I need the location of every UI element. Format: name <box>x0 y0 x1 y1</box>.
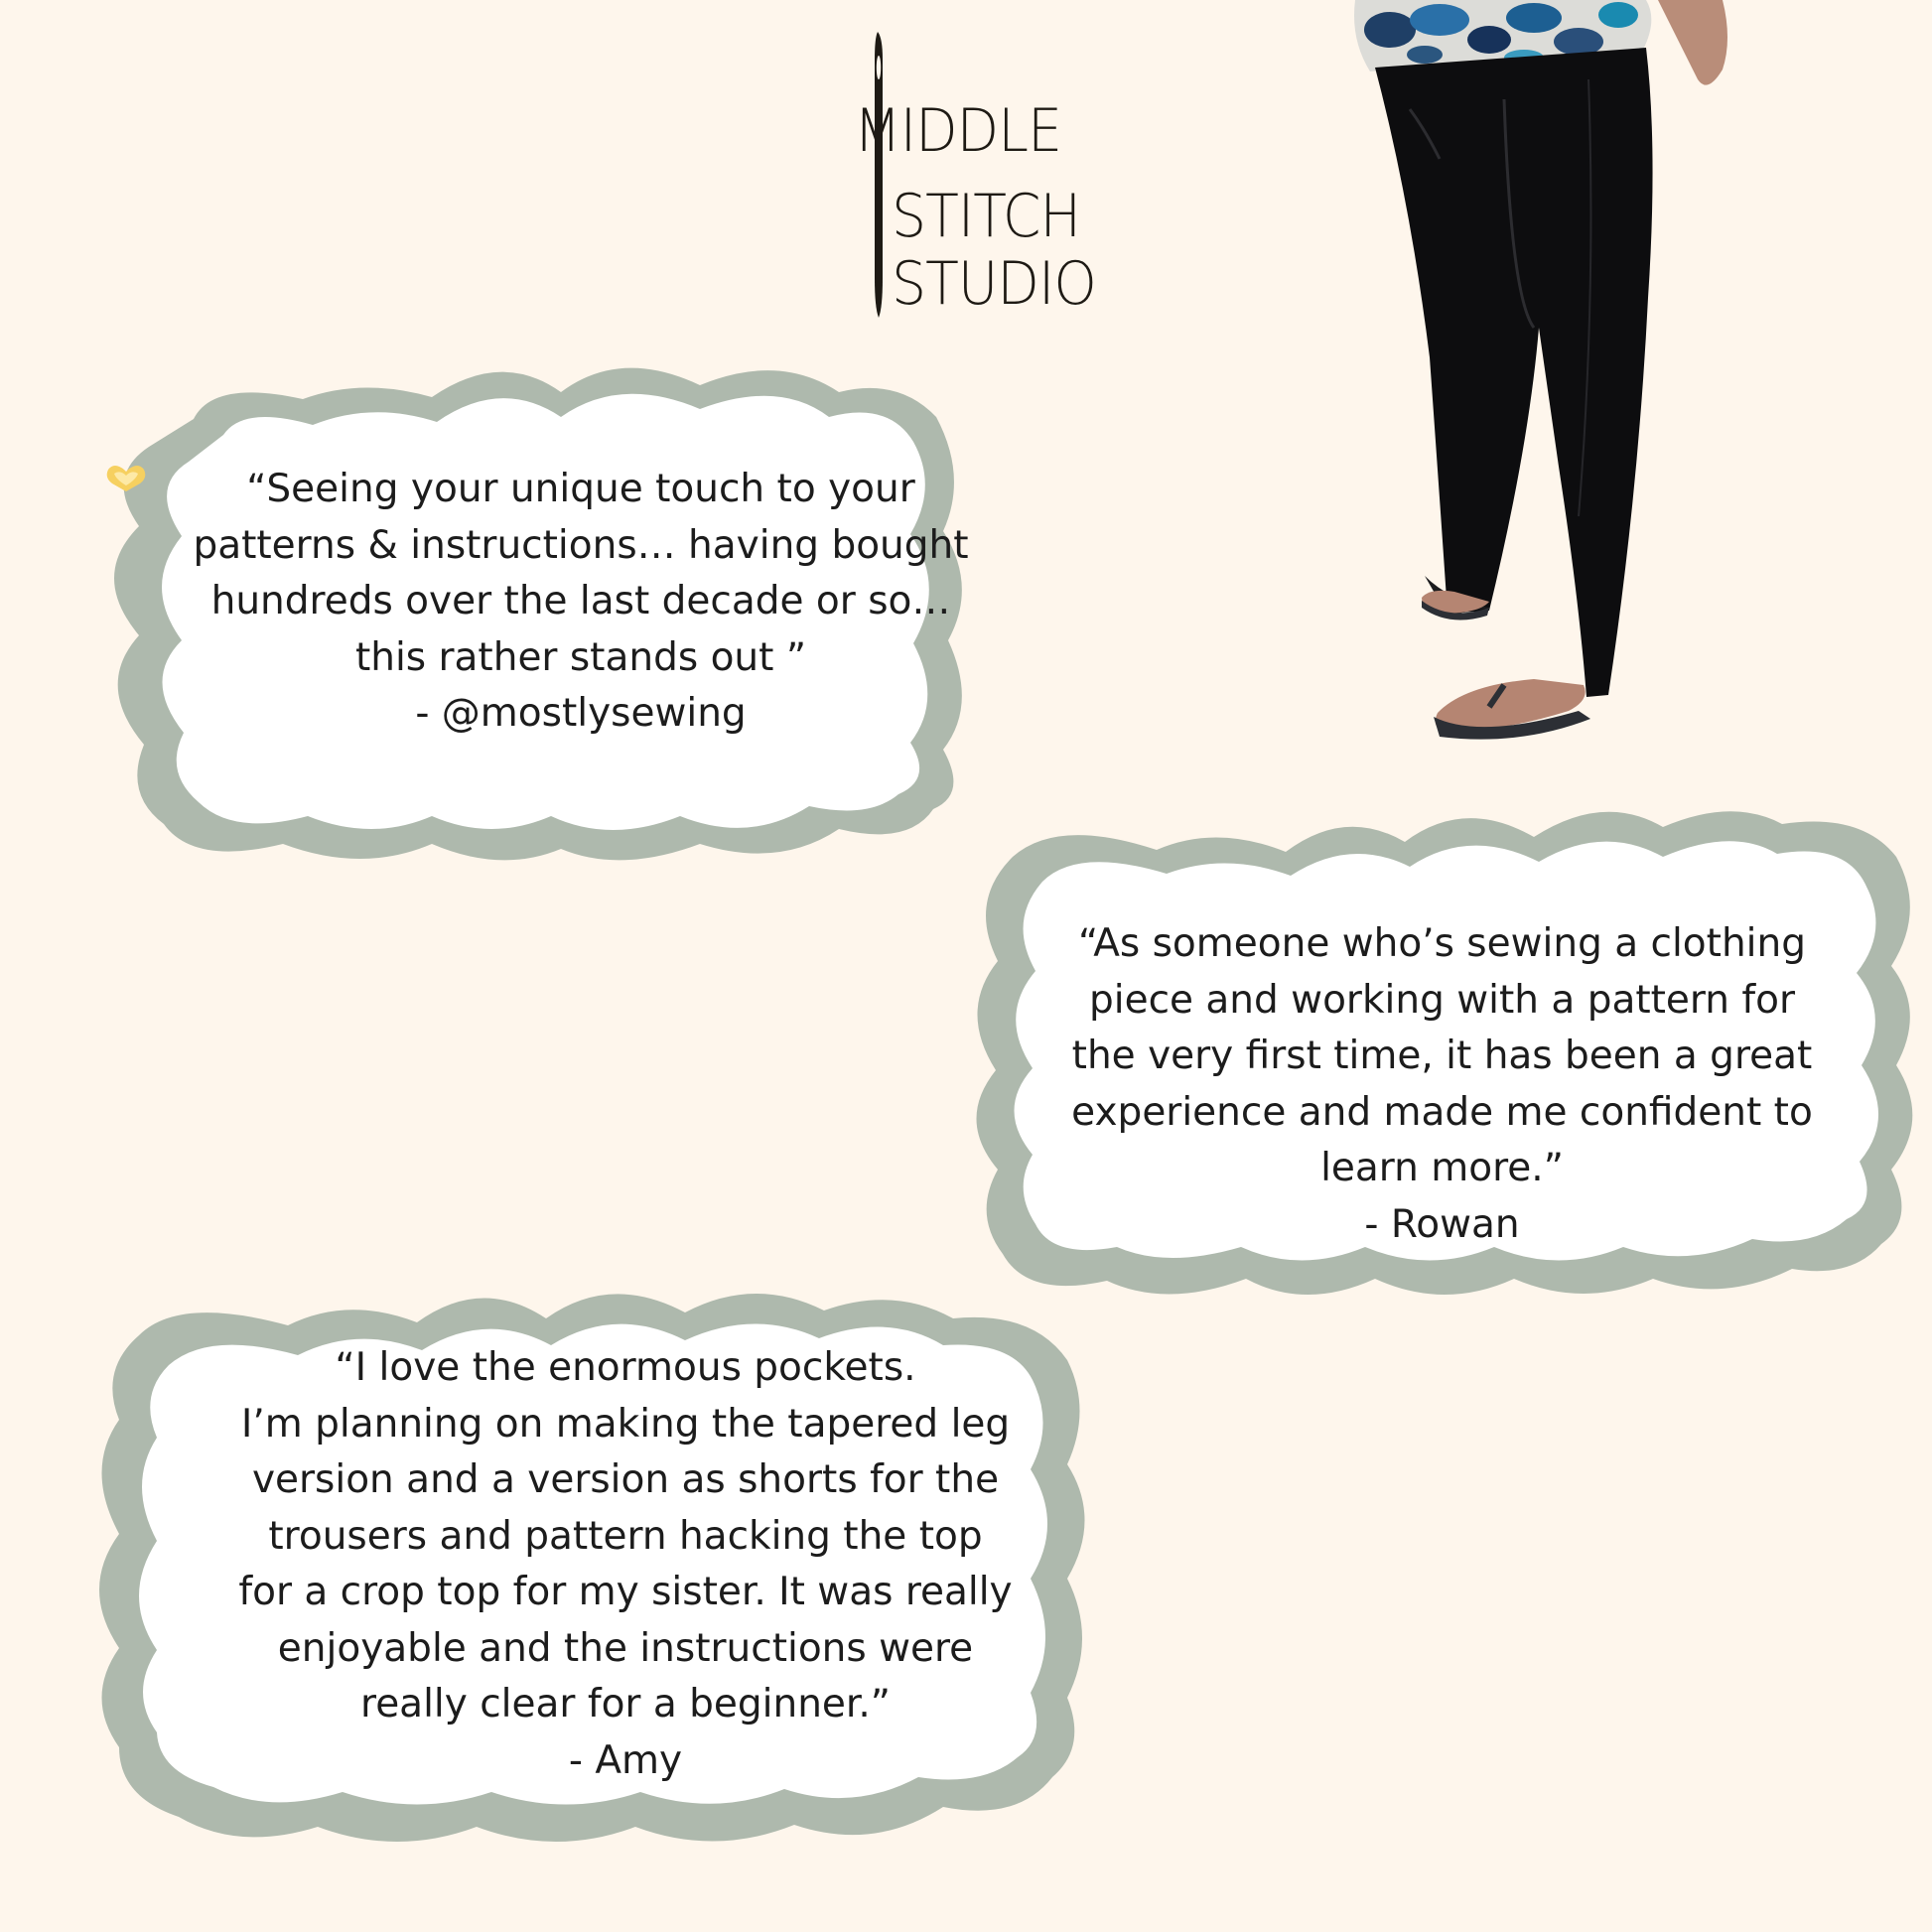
testimonial-author: - @mostlysewing <box>415 691 747 736</box>
heart-hands-emoji-icon <box>104 462 148 491</box>
brand-logo <box>844 30 1142 318</box>
quote-line: version and a version as shorts for the <box>251 1457 1000 1502</box>
brand-line-3: STUDIO <box>892 249 1096 319</box>
quote-line: really clear for a beginner.” <box>360 1682 891 1726</box>
quote-line: the very first time, it has been a great <box>1071 1034 1813 1078</box>
quote-line: hundreds over the last decade or so… <box>210 579 951 623</box>
testimonial-text-3 <box>89 1340 1162 1789</box>
brand-line-1: MIDDLE <box>854 96 1062 166</box>
brand-line-2: STITCH <box>892 182 1081 251</box>
closing-quote: ” <box>785 634 807 680</box>
quote-line: learn more.” <box>1320 1146 1564 1190</box>
quote-line: “I love the enormous pockets. <box>335 1345 916 1390</box>
quote-line: for a crop top for my sister. It was really <box>238 1570 1013 1614</box>
testimonial-cloud-2 <box>968 802 1916 1309</box>
testimonial-text-2 <box>968 916 1916 1253</box>
quote-line: this rather stands out <box>354 634 774 680</box>
quote-line: experience and made me confident to <box>1071 1089 1813 1135</box>
quote-line: “Seeing your unique touch to your <box>246 467 915 511</box>
testimonial-text-1 <box>104 462 1057 743</box>
testimonial-cloud-1 <box>104 357 1057 864</box>
quote-line: “As someone who’s sewing a clothing <box>1078 921 1806 966</box>
testimonial-cloud-3 <box>89 1281 1162 1857</box>
testimonial-author: - Rowan <box>1364 1201 1520 1247</box>
quote-line-with-emoji <box>104 630 1057 687</box>
quote-line: trousers and pattern hacking the top <box>268 1513 983 1559</box>
product-photo <box>1330 0 1747 745</box>
quote-line: I’m planning on making the tapered leg <box>240 1401 1011 1447</box>
testimonial-author: - Amy <box>568 1737 683 1783</box>
quote-line: patterns & instructions… having bought <box>193 522 969 568</box>
quote-line: piece and working with a pattern for <box>1088 977 1796 1023</box>
quote-line: enjoyable and the instructions were <box>277 1625 974 1671</box>
